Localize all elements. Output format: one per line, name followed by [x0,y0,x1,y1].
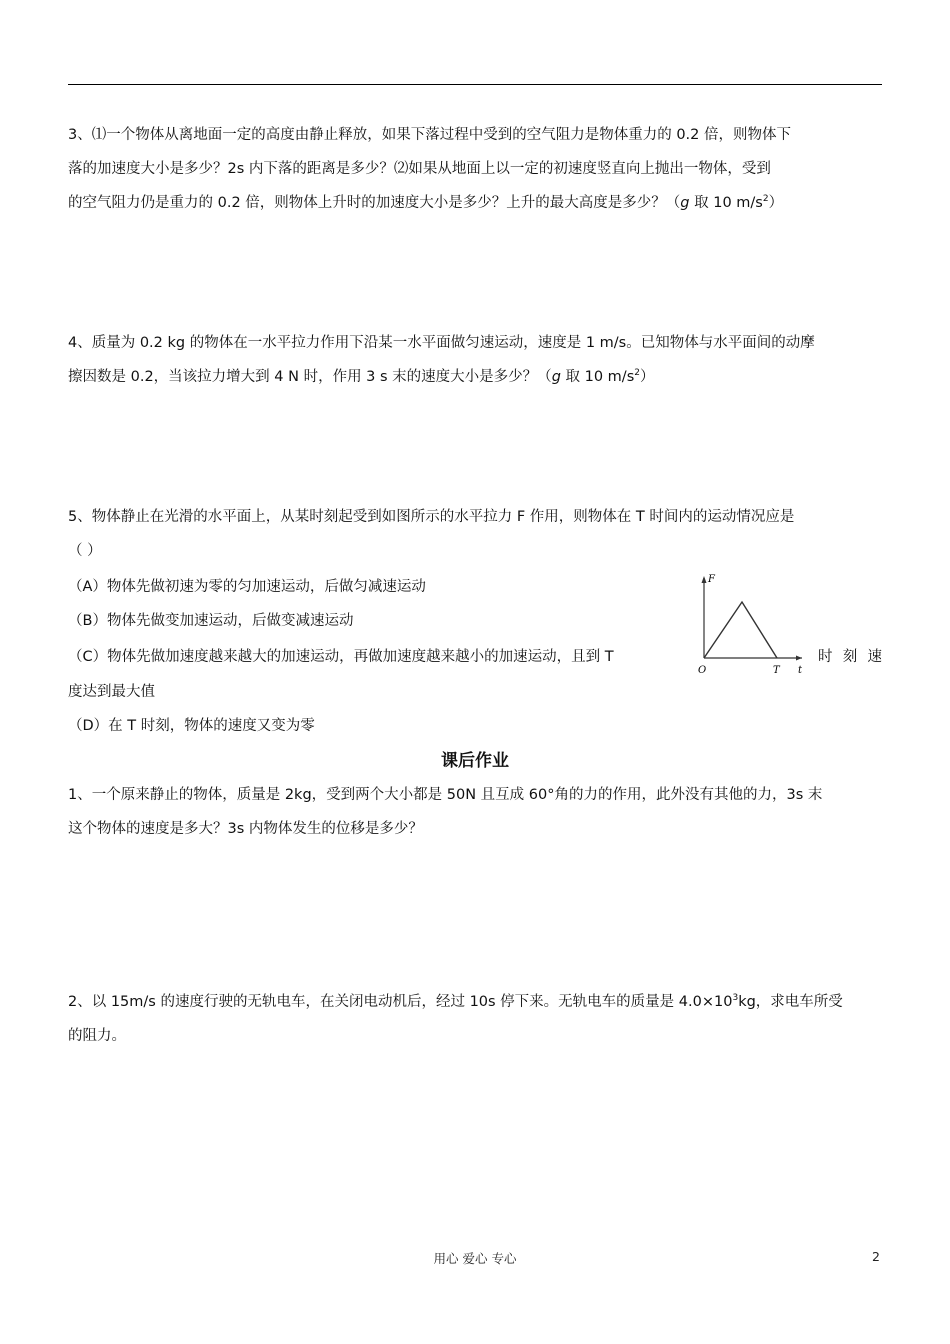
option-c-line-1-end [818,640,882,674]
section-title-homework: 课后作业 [441,751,509,771]
header-rule [68,84,882,85]
question-5-stem: 5、物体静止在光滑的水平面上，从某时刻起受到如图所示的水平拉力 F 作用，则物体在 T 时间内的运动情况应是 [68,509,795,525]
origin-label: O [698,665,707,676]
homework-question-2-line-1-text: 2、以 15m/s 的速度行驶的无轨电车，在关闭电动机后，经过 10s 停下来。无轨电车的质量是 4.0×10 [68,994,733,1010]
t-mark-label: T [773,665,780,676]
question-4 [68,326,882,394]
force-curve [704,602,777,658]
option-d: （D）在 T 时刻，物体的速度又变为零 [68,718,315,734]
force-time-graph [690,566,810,678]
answer-blank: （ ） [68,543,102,559]
footer-motto: 用心 爱心 专心 [433,1251,517,1266]
question-3-line-1: 3、⑴一个物体从离地面一定的高度由静止释放，如果下落过程中受到的空气阻力是物体重力的 0.2 倍，则物体下 [68,127,791,143]
question-4-line-2-text: 擦因数是 0.2，当该拉力增大到 4 N 时，作用 3 s 末的速度大小是多少？（ [68,369,552,385]
question-3-gravity-value: 取 10 m/s [689,195,763,211]
option-b: （B）物体先做变加速运动，后做变减速运动 [68,613,354,629]
question-3-line-2: 落的加速度大小是多少？2s 内下落的距离是多少？⑵如果从地面上以一定的初速度竖直向上抛出一物体，受到 [68,161,771,177]
option-c-line-1: （C）物体先做加速度越来越大的加速运动，再做加速度越来越小的加速运动，且到 T [68,649,614,665]
option-c-line-2: 度达到最大值 [68,684,155,700]
force-axis-arrow-icon [702,576,707,583]
homework-question-2 [68,985,882,1053]
homework-question-1 [68,778,882,846]
time-axis-label: t [798,665,803,676]
closing-paren: ） [768,195,784,211]
superscript: 2 [634,368,640,379]
superscript: 2 [762,194,769,205]
question-4-line-2 [68,360,882,394]
option-a: （A）物体先做初速为零的匀加速运动，后做匀减速运动 [68,579,426,595]
question-3-line-3 [68,186,882,220]
question-3 [68,118,882,220]
homework-question-2-line-1 [68,985,882,1019]
homework-question-1-line-2: 这个物体的速度是多大？3s 内物体发生的位移是多少？ [68,821,423,837]
question-4-gravity-value: 取 10 m/s [560,369,635,385]
closing-paren: ） [639,369,655,385]
homework-question-2-line-2: 的阻力。 [68,1028,126,1044]
gravity-symbol: g [551,369,561,385]
option-c-line-1-end-text: 时 刻 速 [818,649,882,665]
force-axis-label: F [708,574,715,585]
page-number: 2 [872,1249,880,1264]
question-5 [68,500,882,568]
time-axis-arrow-icon [796,656,802,661]
question-3-line-3-text: 的空气阻力仍是重力的 0.2 倍，则物体上升时的加速度大小是多少？上升的最大高度是多少？（ [68,195,681,211]
homework-question-2-line-1-tail: kg，求电车所受 [738,994,843,1010]
gravity-symbol: g [680,195,690,211]
homework-question-1-line-1: 1、一个原来静止的物体，质量是 2kg，受到两个大小都是 50N 且互成 60°角的力的作用，此外没有其他的力，3s 末 [68,787,823,803]
superscript: 3 [732,993,739,1004]
question-4-line-1: 4、质量为 0.2 kg 的物体在一水平拉力作用下沿某一水平面做匀速运动，速度是 1 m/s。已知物体与水平面间的动摩 [68,335,815,351]
